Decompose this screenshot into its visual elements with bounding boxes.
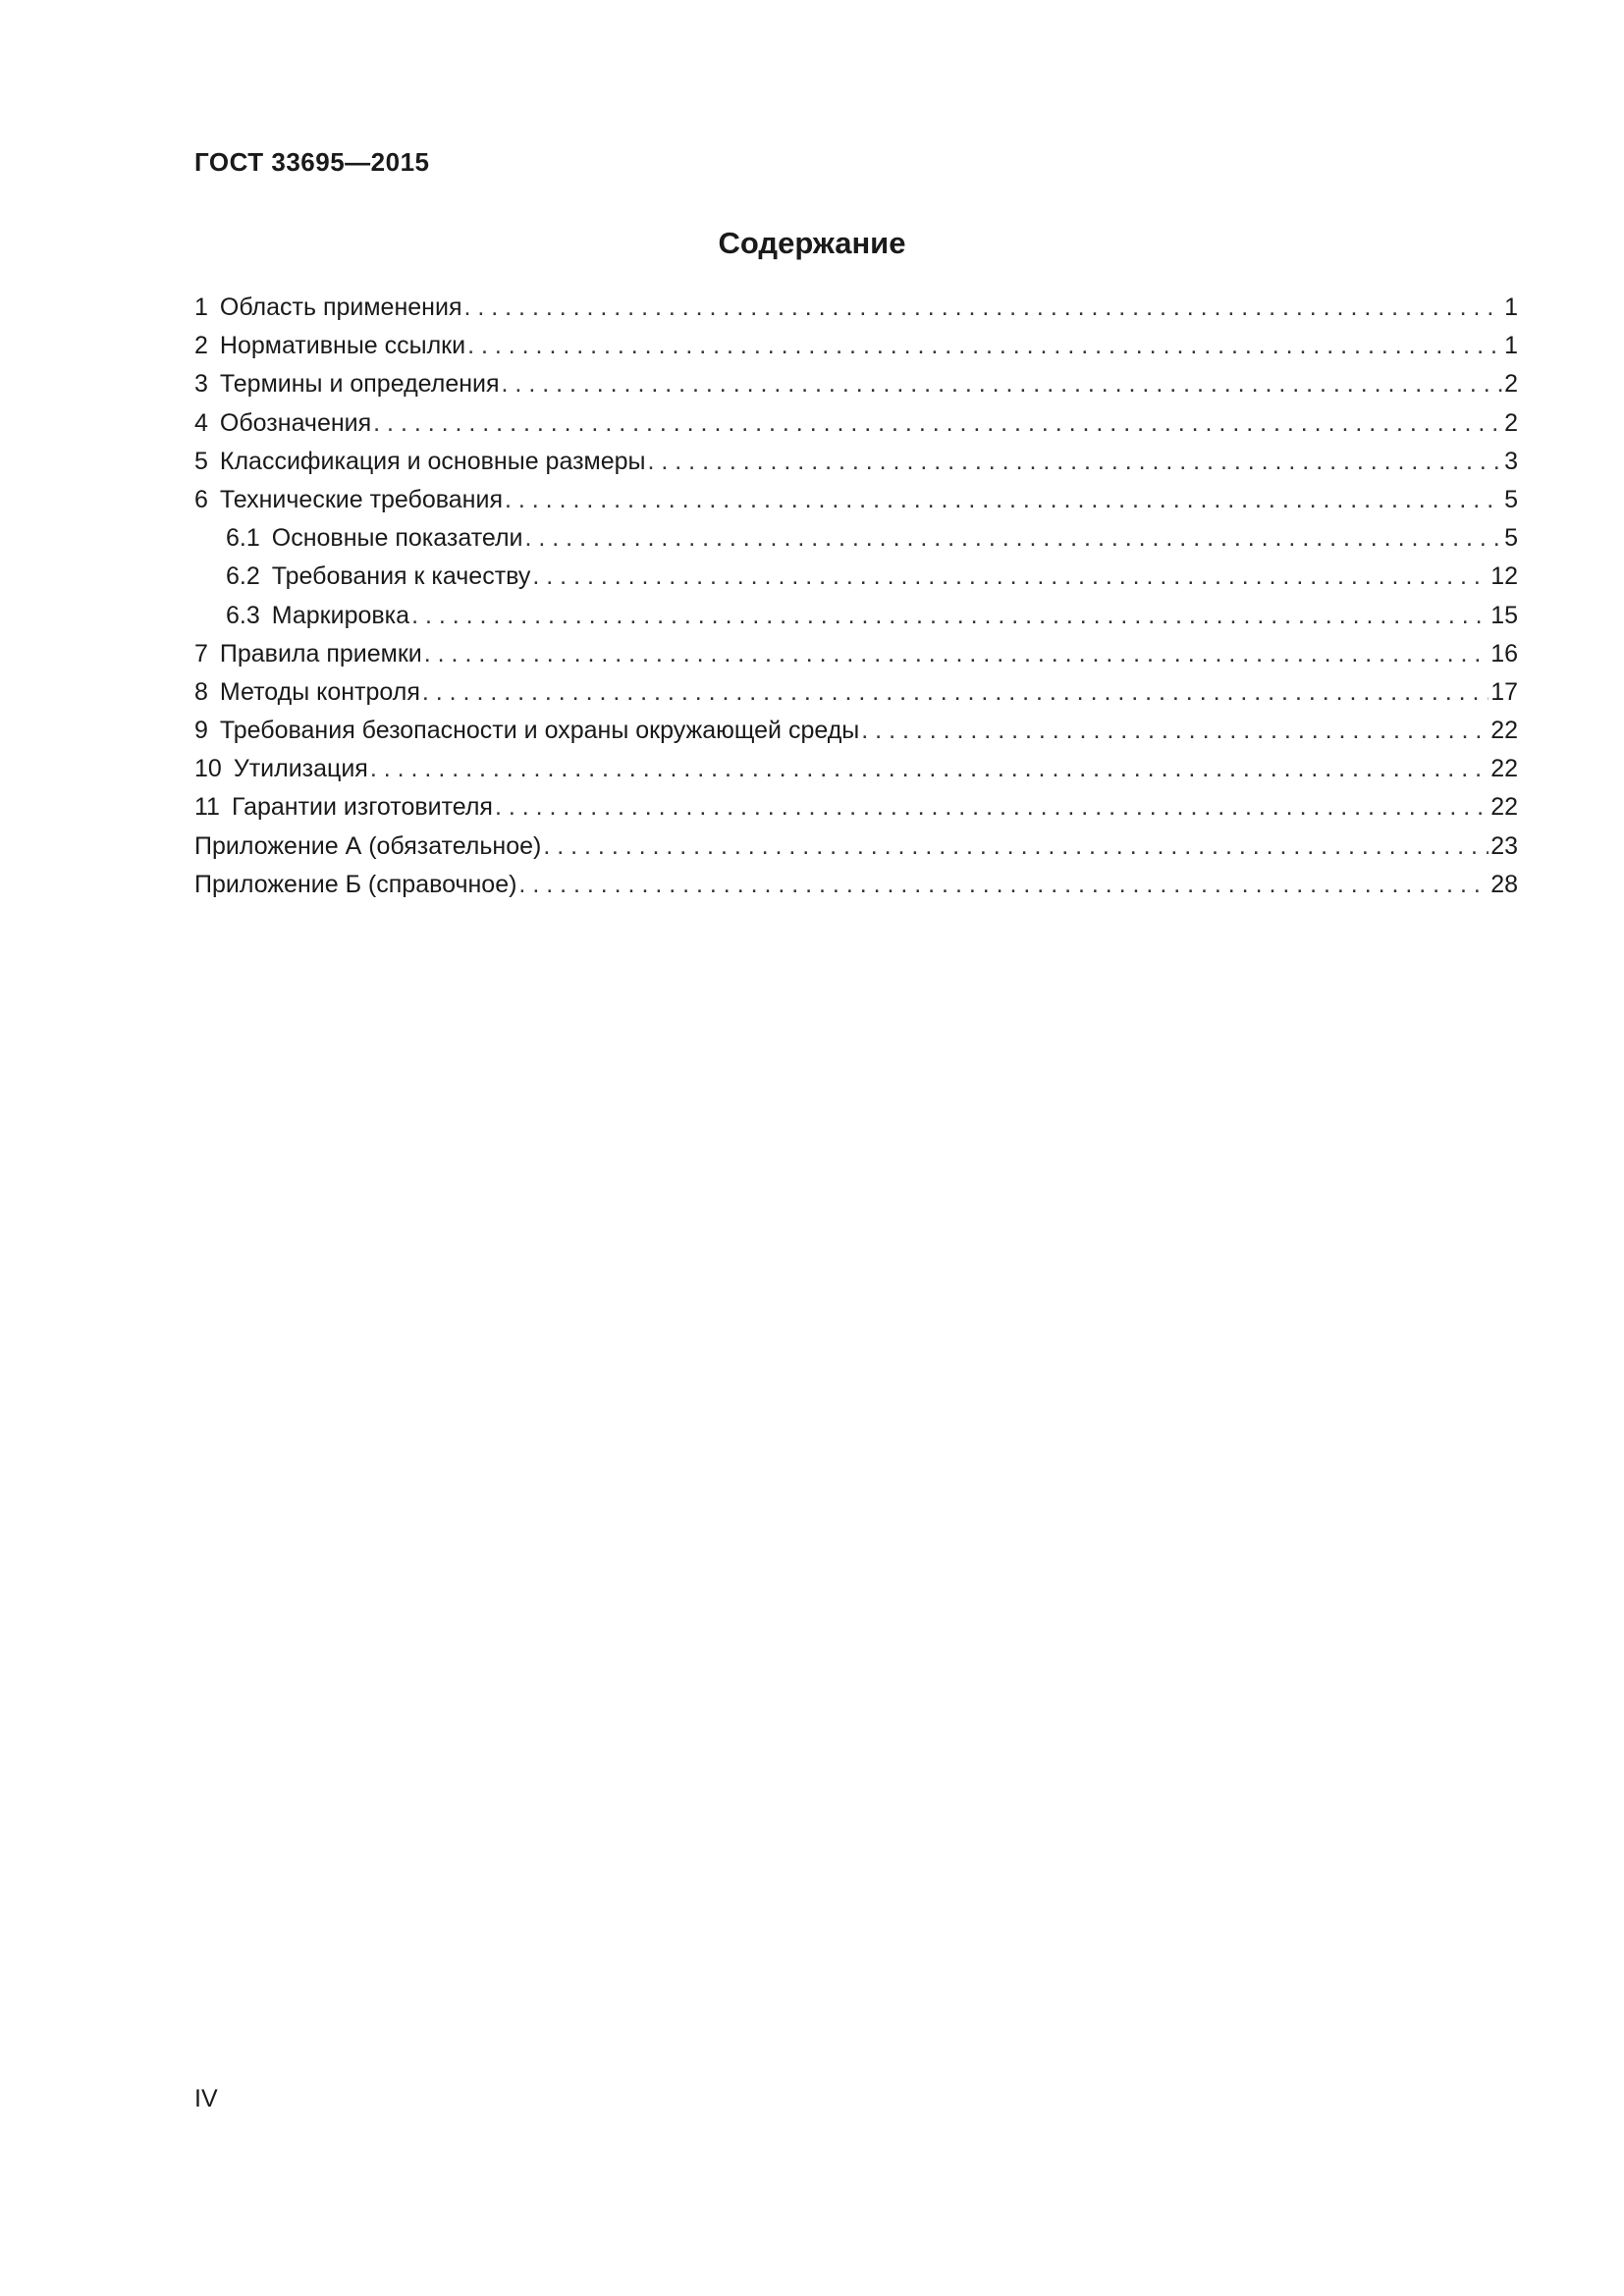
toc-entry-page: 1: [1504, 294, 1518, 321]
toc-entry-appendix-a[interactable]: [194, 828, 1518, 866]
dot-leader: [518, 866, 1489, 904]
toc-entry-label: [226, 519, 523, 558]
toc-entry-label: [194, 443, 646, 481]
toc-entry-number: 4: [194, 408, 208, 437]
dot-leader: [411, 597, 1489, 635]
toc-entry-6-3[interactable]: [194, 597, 1518, 635]
toc-entry-text: Приложение А (обязательное): [194, 831, 542, 860]
toc-entry-text: Гарантии изготовителя: [231, 793, 493, 822]
toc-entry-text: Утилизация: [233, 755, 368, 783]
dot-leader: [373, 404, 1502, 443]
toc-entry-label: [194, 481, 503, 519]
toc-entry-page: 28: [1490, 870, 1518, 898]
toc-entry-6[interactable]: [194, 481, 1518, 519]
toc-entry-text: Обозначения: [219, 408, 372, 437]
toc-entry-4[interactable]: [194, 404, 1518, 443]
toc-entry-number: 2: [194, 332, 208, 360]
toc-entry-page: 22: [1490, 755, 1518, 783]
toc-entry-text: Требования к качеству: [271, 562, 531, 591]
toc-entry-number: 9: [194, 717, 208, 745]
dot-leader: [467, 327, 1502, 365]
toc-entry-number: 10: [194, 755, 222, 783]
toc-entry-5[interactable]: [194, 443, 1518, 481]
dot-leader: [532, 558, 1489, 596]
toc-entry-page: 17: [1490, 677, 1518, 706]
document-code: ГОСТ 33695—2015: [194, 147, 430, 177]
toc-entry-text: Приложение Б (справочное): [194, 870, 517, 898]
toc-entry-text: Правила приемки: [219, 639, 422, 667]
toc-entry-10[interactable]: [194, 750, 1518, 788]
toc-entry-label: [194, 289, 461, 327]
dot-leader: [543, 828, 1489, 866]
toc-entry-page: 2: [1504, 370, 1518, 399]
dot-leader: [370, 750, 1489, 788]
toc-entry-page: 5: [1504, 524, 1518, 553]
toc-entry-label: [194, 635, 422, 673]
toc-entry-page: 15: [1490, 601, 1518, 629]
toc-entry-page: 5: [1504, 485, 1518, 513]
page-number: IV: [194, 2085, 218, 2112]
toc-entry-label: [194, 327, 465, 365]
toc-entry-text: Требования безопасности и охраны окружающей среды: [219, 717, 860, 745]
dot-leader: [463, 289, 1502, 327]
toc-entry-text: Классификация и основные размеры: [219, 447, 646, 475]
toc-entry-page: 22: [1490, 717, 1518, 745]
toc-entry-9[interactable]: [194, 712, 1518, 750]
dot-leader: [495, 788, 1489, 827]
toc-title: Содержание: [718, 226, 906, 260]
dot-leader: [422, 673, 1489, 712]
toc-entry-page: 12: [1490, 562, 1518, 591]
toc-entry-6-2[interactable]: [194, 558, 1518, 596]
dot-leader: [424, 635, 1489, 673]
toc-entry-label: [194, 673, 420, 712]
toc-entry-page: 16: [1490, 639, 1518, 667]
toc-entry-1[interactable]: [194, 289, 1518, 327]
toc-entry-appendix-b[interactable]: [194, 866, 1518, 904]
toc-entry-text: Маркировка: [271, 601, 410, 629]
dot-leader: [525, 519, 1503, 558]
toc-entry-number: 7: [194, 639, 208, 667]
toc-entry-text: Нормативные ссылки: [219, 332, 466, 360]
toc-entry-7[interactable]: [194, 635, 1518, 673]
toc-entry-label: [226, 558, 530, 596]
toc-entry-label: [194, 828, 541, 866]
toc-entry-number: 8: [194, 677, 208, 706]
toc-entry-text: Термины и определения: [219, 370, 500, 399]
toc-entry-number: 6.3: [226, 601, 260, 629]
toc-entry-page: 2: [1504, 408, 1518, 437]
toc-entry-page: 3: [1504, 447, 1518, 475]
toc-entry-number: 6.1: [226, 524, 260, 553]
toc-entry-text: Технические требования: [219, 485, 503, 513]
dot-leader: [648, 443, 1503, 481]
toc-entry-text: Область применения: [219, 294, 462, 321]
toc-entry-label: [194, 365, 500, 403]
toc-entry-text: Основные показатели: [271, 524, 523, 553]
toc-entry-6-1[interactable]: [194, 519, 1518, 558]
toc-entry-3[interactable]: [194, 365, 1518, 403]
toc-entry-page: 22: [1490, 793, 1518, 822]
dot-leader: [505, 481, 1502, 519]
toc-entry-label: [194, 788, 493, 827]
toc-entry-number: 3: [194, 370, 208, 399]
table-of-contents: [194, 289, 1518, 904]
toc-entry-11[interactable]: [194, 788, 1518, 827]
dot-leader: [861, 712, 1489, 750]
toc-entry-page: 1: [1504, 332, 1518, 360]
toc-entry-page: 23: [1490, 831, 1518, 860]
toc-entry-text: Методы контроля: [219, 677, 420, 706]
toc-entry-number: 6.2: [226, 562, 260, 591]
toc-entry-8[interactable]: [194, 673, 1518, 712]
toc-entry-label: [226, 597, 409, 635]
toc-entry-2[interactable]: [194, 327, 1518, 365]
toc-entry-label: [194, 750, 368, 788]
toc-entry-number: 5: [194, 447, 208, 475]
dot-leader: [502, 365, 1503, 403]
toc-entry-label: [194, 866, 516, 904]
toc-entry-label: [194, 712, 859, 750]
toc-entry-number: 1: [194, 294, 208, 321]
toc-entry-number: 11: [194, 793, 220, 822]
toc-entry-number: 6: [194, 485, 208, 513]
toc-entry-label: [194, 404, 371, 443]
